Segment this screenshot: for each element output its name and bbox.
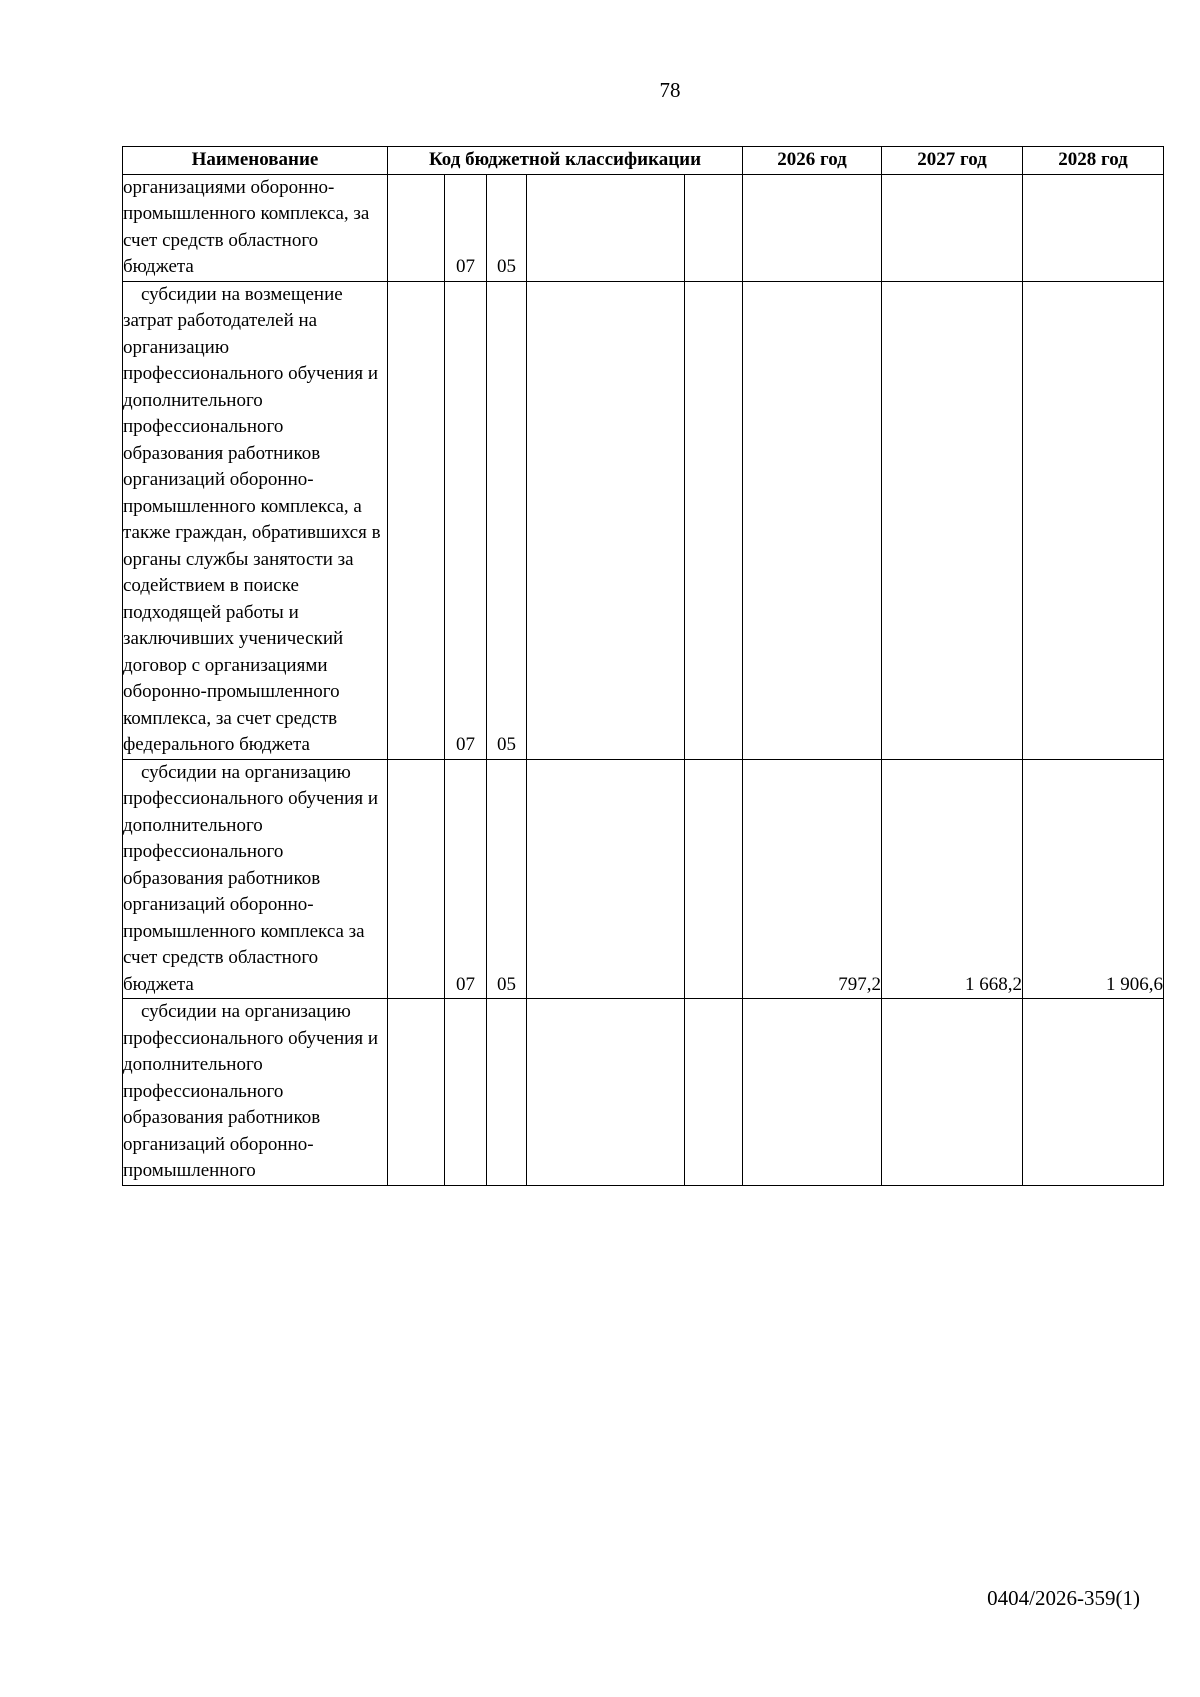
row-value-2026 bbox=[743, 281, 882, 759]
row-code-section: 07 bbox=[445, 281, 487, 759]
budget-table bbox=[122, 146, 1164, 1186]
row-value-2028 bbox=[1023, 999, 1164, 1186]
row-code-type bbox=[685, 759, 743, 999]
row-code-blank bbox=[388, 999, 445, 1186]
row-code-section: 07 bbox=[445, 759, 487, 999]
table-row bbox=[123, 999, 1164, 1186]
page-number: 78 bbox=[659, 78, 681, 102]
row-code-subsection: 05 bbox=[487, 174, 527, 281]
row-code-article bbox=[527, 999, 685, 1186]
header-2027: 2027 год bbox=[882, 147, 1023, 175]
row-code-blank bbox=[388, 174, 445, 281]
row-value-2026 bbox=[743, 999, 882, 1186]
row-value-2026 bbox=[743, 174, 882, 281]
row-code-subsection bbox=[487, 999, 527, 1186]
row-value-2027 bbox=[882, 281, 1023, 759]
row-name: субсидии на возмещение затрат работодателей на организацию профессионального обучения и дополнительного профессионального образования работников организаций оборонно-промышленного комплекса, а также граждан, обратившихся в органы службы занятости за содействием в поиске подходящей работы и заключивших ученический договор с организациями оборонно-промышленного комплекса, за счет средств федерального бюджета bbox=[123, 281, 388, 759]
row-code-article bbox=[527, 281, 685, 759]
row-code-blank bbox=[388, 759, 445, 999]
row-value-2028 bbox=[1023, 174, 1164, 281]
header-code: Код бюджетной классификации bbox=[388, 147, 743, 175]
row-value-2027 bbox=[882, 999, 1023, 1186]
row-code-section bbox=[445, 999, 487, 1186]
row-value-2028: 1 906,6 bbox=[1023, 759, 1164, 999]
row-code-article bbox=[527, 174, 685, 281]
header-2026: 2026 год bbox=[743, 147, 882, 175]
row-code-type bbox=[685, 281, 743, 759]
row-value-2026: 797,2 bbox=[743, 759, 882, 999]
row-name: организациями оборонно-промышленного комплекса, за счет средств областного бюджета bbox=[123, 174, 388, 281]
table-row bbox=[123, 759, 1164, 999]
table-row bbox=[123, 281, 1164, 759]
row-code-type bbox=[685, 174, 743, 281]
document-code: 0404/2026-359(1) bbox=[987, 1586, 1140, 1610]
row-code-blank bbox=[388, 281, 445, 759]
row-code-section: 07 bbox=[445, 174, 487, 281]
header-name: Наименование bbox=[123, 147, 388, 175]
table-row bbox=[123, 174, 1164, 281]
header-row bbox=[123, 147, 1164, 175]
row-code-subsection: 05 bbox=[487, 759, 527, 999]
row-value-2027: 1 668,2 bbox=[882, 759, 1023, 999]
row-name: субсидии на организацию профессионального обучения и дополнительного профессионального образования работников организаций оборонно-промышленного bbox=[123, 999, 388, 1186]
header-2028: 2028 год bbox=[1023, 147, 1164, 175]
row-code-type bbox=[685, 999, 743, 1186]
row-code-subsection: 05 bbox=[487, 281, 527, 759]
row-value-2027 bbox=[882, 174, 1023, 281]
row-code-article bbox=[527, 759, 685, 999]
row-value-2028 bbox=[1023, 281, 1164, 759]
row-name: субсидии на организацию профессионального обучения и дополнительного профессионального образования работников организаций оборонно-промышленного комплекса за счет средств областного бюджета bbox=[123, 759, 388, 999]
